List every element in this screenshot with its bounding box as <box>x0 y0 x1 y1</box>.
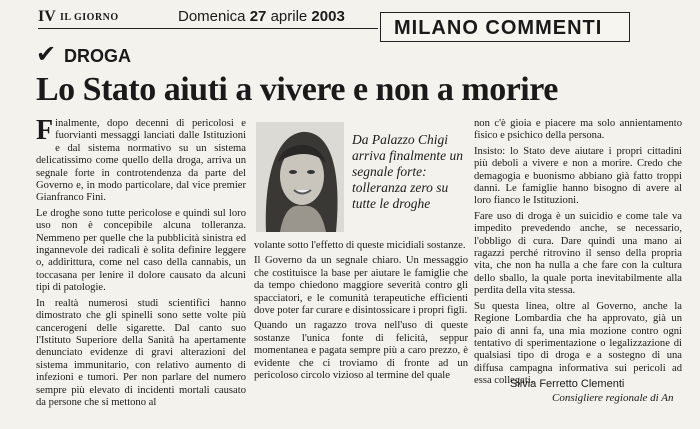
paragraph: Su questa linea, oltre al Governo, anche la Regione Lombardia che ha approvato, già un paio di anni fa, una mia mozione contro ogni tentativo di sperimentazione o legalizzazione di qualsiasi tipo di droga e a sostegno di una diffusa campagna informativa sui pericoli ad essa collegati. <box>474 300 682 387</box>
drop-cap: F <box>36 115 54 146</box>
section-title: MILANO COMMENTI <box>394 17 603 39</box>
date-weekday: Domenica <box>178 8 246 25</box>
date-month: aprile <box>270 8 308 25</box>
newspaper-name: IL GIORNO <box>60 12 119 23</box>
paragraph: Fare uso di droga è un suicidio e come tale va impedito prevedendo anche, se necessario, l'obbligo di cura. Dare quindi una mano ai ragazzi perché ritrovino il senso della propria vita, che non ha nulla a che fare con la cultura dello sballo, la quale porta inevitabilmente alla perdita della vita stessa. <box>474 210 682 297</box>
paragraph: non c'è gioia e piacere ma solo annientamento fisico e psichico della persona. <box>474 118 682 142</box>
paragraph: volante sotto l'effetto di queste micidiali sostanze. <box>254 240 466 251</box>
paragraph-text: inalmente, dopo decenni di pericolosi e fuorvianti messaggi lanciati dalle Istituzioni e dal sistema normativo su un sistema delicatissimo come quello della droga, arriva un segnale forte in controtendenza da parte del Governo e, in modo particolare, dal vice premier Gianfranco Fini. <box>36 118 246 204</box>
pull-quote: Da Palazzo Chigi arriva finalmente un segnale forte: tolleranza zero su tutte le droghe <box>352 132 463 211</box>
paragraph: Le droghe sono tutte pericolose e quindi sul loro uso non è concepibile alcuna tolleranza. Nemmeno per quelle che la pubblicità sinistra ed ingannevole dei radicali è solita definire leggere o, addirittura, come nel caso della cannabis, un toccasana per lenire il dolore causato da alcuni tipi di patologie. <box>36 207 246 294</box>
article-column-2 <box>254 240 468 385</box>
author-name: Silvia Ferretto Clementi <box>510 378 625 390</box>
author-role: Consigliere regionale di An <box>552 392 674 404</box>
date-day: 27 <box>249 8 267 25</box>
date-year: 2003 <box>311 8 345 25</box>
checkmark-icon: ✔ <box>36 40 57 68</box>
page-number: IV <box>38 8 56 25</box>
article-headline: Lo Stato aiuti a vivere e non a morire <box>36 71 558 108</box>
paragraph: Quando un ragazzo trova nell'uso di queste sostanze l'unica fonte di felicità, seppur momentanea e pagata sempre più a caro prezzo, è evidente che ci troviamo di fronte ad un pericoloso circolo vizioso al termine del quale <box>254 320 468 382</box>
article-column-1 <box>36 115 246 412</box>
paragraph: Insisto: lo Stato deve aiutare i propri cittadini più deboli a vivere e non a morire. Credo che demagogia e buonismo abbiano già fatto troppi danni. Le famiglie hanno bisogno di avere al loro fianco le Istituzioni. <box>474 145 682 207</box>
header-rule <box>38 28 378 29</box>
article-column-3 <box>474 118 682 391</box>
paragraph <box>36 115 246 205</box>
paragraph: In realtà numerosi studi scientifici hanno dimostrato che gli spinelli sono sette volte più cancerogeni delle sigarette. Dal canto suo l'Istituto Superiore della Sanità ha apertamente denunciato evidenze di gravi alterazioni del sistema immunitario, con relativo aumento di infezioni e tumori. Per non parlare del numero sempre più elevato di incidenti mortali causato da persone che si mettono al <box>36 297 246 408</box>
issue-date <box>178 8 345 25</box>
paragraph: Il Governo da un segnale chiaro. Un messaggio che costituisce la base per aiutare le famiglie che da tempo chiedono maggiore severità contro gli spacciatori, e le comunità terapeutiche efficienti dove poter far curare e disintossicare i propri figli. <box>254 255 468 317</box>
author-photo <box>256 122 344 232</box>
article-kicker: DROGA <box>64 46 131 66</box>
